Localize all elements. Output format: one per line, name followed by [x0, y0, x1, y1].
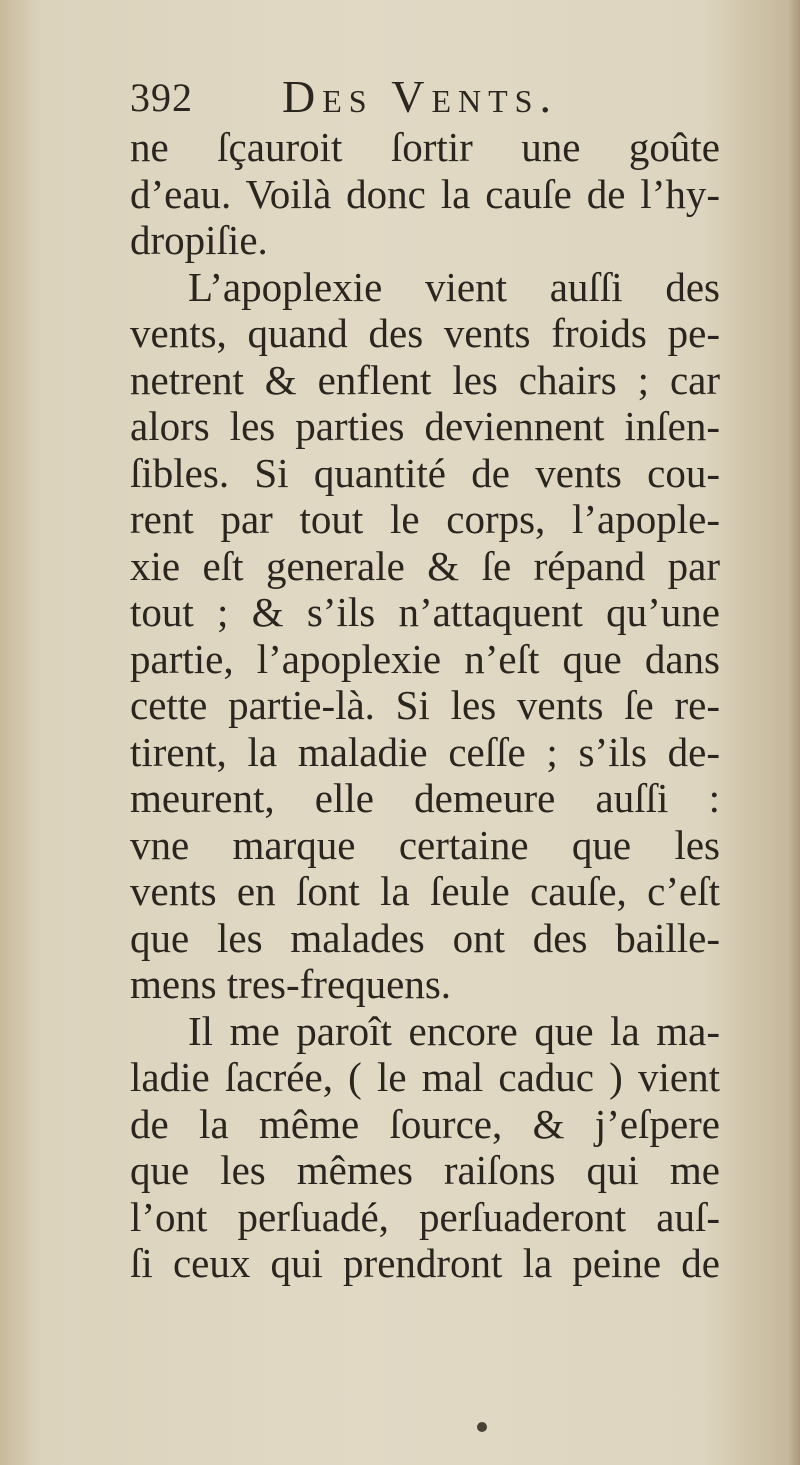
text-line: alors les parties deviennent inſen-	[130, 403, 720, 449]
text-line: vents en ſont la ſeule cauſe, c’eſt	[130, 868, 720, 914]
text-line: de la même ſource, & j’eſpere	[130, 1100, 720, 1147]
text-line: ſibles. Si quantité de vents cou-	[130, 449, 720, 496]
running-title: Des Vents.	[282, 71, 558, 122]
text-line: ladie ſacrée, ( le mal caduc ) vient	[130, 1054, 720, 1100]
text-line: meurent, elle demeure auſſi :	[130, 775, 720, 821]
text-line: tout ; & s’ils n’attaquent qu’une	[130, 589, 720, 635]
text-line: vents, quand des vents froids pe-	[130, 310, 720, 356]
page-number: 392	[130, 75, 193, 120]
text-line: Il me paroît encore que la ma-	[188, 1007, 720, 1054]
text-line: partie, l’apoplexie n’eſt que dans	[130, 635, 720, 682]
printer-ornament-mark	[477, 1422, 487, 1432]
text-line: L’apoplexie vient auſſi des	[188, 263, 720, 310]
text-line: xie eſt generale & ſe répand par	[130, 542, 720, 589]
text-line: mens tres-frequens.	[130, 961, 452, 1007]
text-line: ſi ceux qui prendront la peine de	[130, 1240, 720, 1286]
text-line: d’eau. Voilà donc la cauſe de l’hy-	[130, 170, 720, 217]
page-edge-shadow	[788, 0, 800, 1465]
text-line: que les mêmes raiſons qui me	[130, 1147, 720, 1193]
text-line: vne marque certaine que les	[130, 821, 720, 868]
text-line: dropiſie.	[130, 217, 268, 263]
text-line: cette partie-là. Si les vents ſe re-	[130, 682, 720, 728]
text-line: ne ſçauroit ſortir une goûte	[130, 124, 720, 170]
text-line: rent par tout le corps, l’apople-	[130, 496, 720, 542]
text-line: que les malades ont des baille-	[130, 914, 720, 961]
text-line: tirent, la maladie ceſſe ; s’ils de-	[130, 728, 720, 775]
text-line: l’ont perſuadé, perſuaderont auſ-	[130, 1193, 720, 1240]
page-header	[130, 68, 730, 128]
text-line: netrent & enflent les chairs ; car	[130, 356, 720, 403]
body-text	[130, 124, 720, 1287]
